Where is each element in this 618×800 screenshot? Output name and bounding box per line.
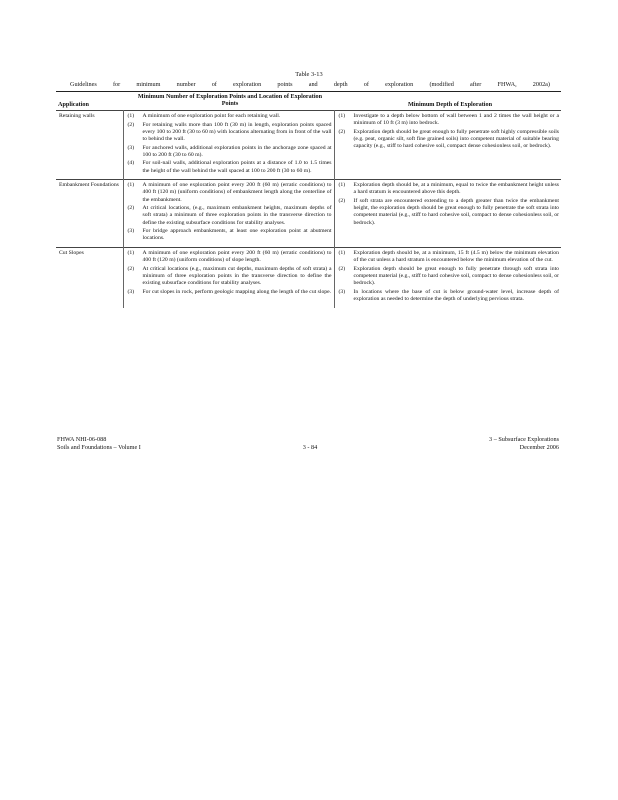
item-number: (4)	[127, 160, 135, 167]
item-number: (1)	[127, 113, 135, 119]
exploration-points-cell	[123, 247, 334, 307]
list-item	[126, 122, 332, 144]
exploration-points-cell	[123, 111, 334, 180]
item-text: A minimum of one exploration point every 200 ft (60 m) (erratic conditions) to 400 ft (120 m) (uniform conditions) of embankment length along the centerline of the embankment.	[142, 182, 332, 203]
item-text: Exploration depth should be, at a minimum, equal to twice the embankment height unless a hard stratum is encountered above this depth.	[353, 182, 559, 196]
list-item	[337, 182, 560, 196]
guidelines-table	[56, 110, 561, 308]
item-text: Exploration depth should be, at a minimum, 15 ft (4.5 m) below the minimum elevation of the cut unless a hard stratum is encountered below the minimum elevation of the cut.	[353, 249, 559, 264]
item-number: (1)	[338, 113, 346, 119]
page-number: 3 - 84	[302, 444, 318, 451]
item-number: (3)	[127, 144, 135, 151]
item-number: (2)	[338, 197, 346, 204]
header-exploration-points: Minimum Number of Exploration Points and Location of Exploration Points	[137, 93, 323, 107]
item-text: A minimum of one exploration point for each retaining wall.	[142, 113, 281, 119]
exploration-depth-cell	[334, 247, 561, 307]
application-cell: Cut Slopes	[56, 247, 123, 307]
item-number: (2)	[127, 121, 135, 128]
list-item	[337, 198, 560, 227]
footer-report-number: FHWA NHI-06-088	[57, 436, 107, 443]
list-item	[126, 250, 332, 264]
item-text: For retaining walls more than 100 ft (30 m) in length, exploration points spaced every 100 to 200 ft (30 to 60 m) with locations alternating from in front of the wall to behind the wall.	[142, 121, 332, 142]
table-number: Table 3-13	[295, 71, 323, 78]
application-cell: Retaining walls	[56, 111, 123, 180]
item-number: (1)	[127, 182, 135, 189]
table-row	[56, 247, 561, 307]
list-item	[337, 250, 560, 264]
list-item	[337, 129, 560, 151]
header-exploration-depth: Minimum Depth of Exploration	[407, 101, 493, 108]
list-item	[337, 266, 560, 288]
list-item	[126, 113, 332, 120]
item-text: Investigate to a depth below bottom of wall between 1 and 2 times the wall height or a minimum of 10 ft (3 m) into bedrock.	[353, 113, 559, 127]
list-item	[126, 266, 332, 288]
list-item	[126, 182, 332, 204]
list-item	[126, 205, 332, 227]
item-number: (2)	[127, 205, 135, 212]
list-item	[126, 145, 332, 159]
item-number: (1)	[338, 182, 346, 189]
table-caption: Guidelines for minimum number of exploration points and depth of exploration (modified after FHWA, 2002a)	[70, 81, 550, 88]
item-text: Exploration depth should be great enough to fully penetrate through soft strata into competent material (e.g., stiff to hard cohesive soil, compact to dense cohesionless soil, or bedrock).	[353, 265, 559, 287]
footer-right	[400, 436, 559, 452]
item-number: (2)	[338, 265, 346, 272]
item-number: (2)	[127, 265, 135, 272]
header-application: Application	[58, 101, 89, 108]
table-row	[56, 180, 561, 248]
item-number: (1)	[127, 249, 135, 256]
exploration-points-cell	[123, 180, 334, 248]
item-text: If soft strata are encountered extending to a depth greater than twice the embankment height, the exploration depth should be great enough to fully penetrate the soft strata into competent material (e.g., stiff to hard cohesive soil, compact to dense cohesionless soil, or bedrock).	[353, 197, 559, 226]
footer-left	[57, 436, 141, 452]
item-text: At critical locations, (e.g., maximum embankment heights, maximum depths of soft strata) a minimum of three exploration points in the transverse direction to define the existing subsurface conditions for stability analyses.	[142, 205, 332, 226]
header-top-rule	[56, 91, 561, 92]
list-item	[126, 228, 332, 242]
table-row	[56, 111, 561, 180]
list-item	[337, 289, 560, 303]
exploration-depth-cell	[334, 180, 561, 248]
item-number: (1)	[338, 249, 346, 256]
item-number: (3)	[127, 228, 135, 235]
item-text: For soil-nail walls, additional exploration points at a distance of 1.0 to 1.5 times the height of the wall behind the wall spaced at 100 to 200 ft (30 to 60 m).	[142, 160, 332, 174]
application-cell: Embankment Foundations	[56, 180, 123, 248]
item-text: For cut slopes in rock, perform geologic mapping along the length of the cut slope.	[142, 288, 332, 295]
item-text: At critical locations (e.g., maximum cut depths, maximum depths of soft strata) a minimum of three exploration points in the transverse direction to define the existing subsurface conditions for stability analyses.	[142, 265, 332, 287]
footer-chapter: 3 – Subsurface Explorations	[489, 436, 559, 443]
list-item	[126, 160, 332, 174]
item-text: Exploration depth should be great enough to fully penetrate soft highly compressible soils (e.g. peat, organic silt, soft fine grained soils) into competent material of suitable bearing capacity (e.g., stiff to hard cohesive soil, compact dense cohesionless soil, or bedrock).	[353, 128, 559, 150]
footer-date: December 2006	[519, 444, 559, 451]
exploration-depth-cell	[334, 111, 561, 180]
item-number: (3)	[338, 288, 346, 295]
item-number: (2)	[338, 128, 346, 135]
footer-volume: Soils and Foundations – Volume I	[57, 444, 141, 451]
list-item	[126, 289, 332, 296]
item-text: A minimum of one exploration point every 200 ft (60 m) (erratic conditions) to 400 ft (120 m) (uniform conditions) of slope length.	[142, 249, 332, 264]
item-text: For bridge approach embankments, at least one exploration point at abutment locations.	[142, 228, 332, 242]
item-text: In locations where the base of cut is below ground-water level, increase depth of exploration as needed to determine the depth of underlying pervious strata.	[353, 288, 559, 302]
item-number: (3)	[127, 288, 135, 295]
item-text: For anchored walls, additional exploration points in the anchorage zone spaced at 100 to 200 ft (30 to 60 m).	[142, 144, 332, 158]
list-item	[337, 113, 560, 127]
